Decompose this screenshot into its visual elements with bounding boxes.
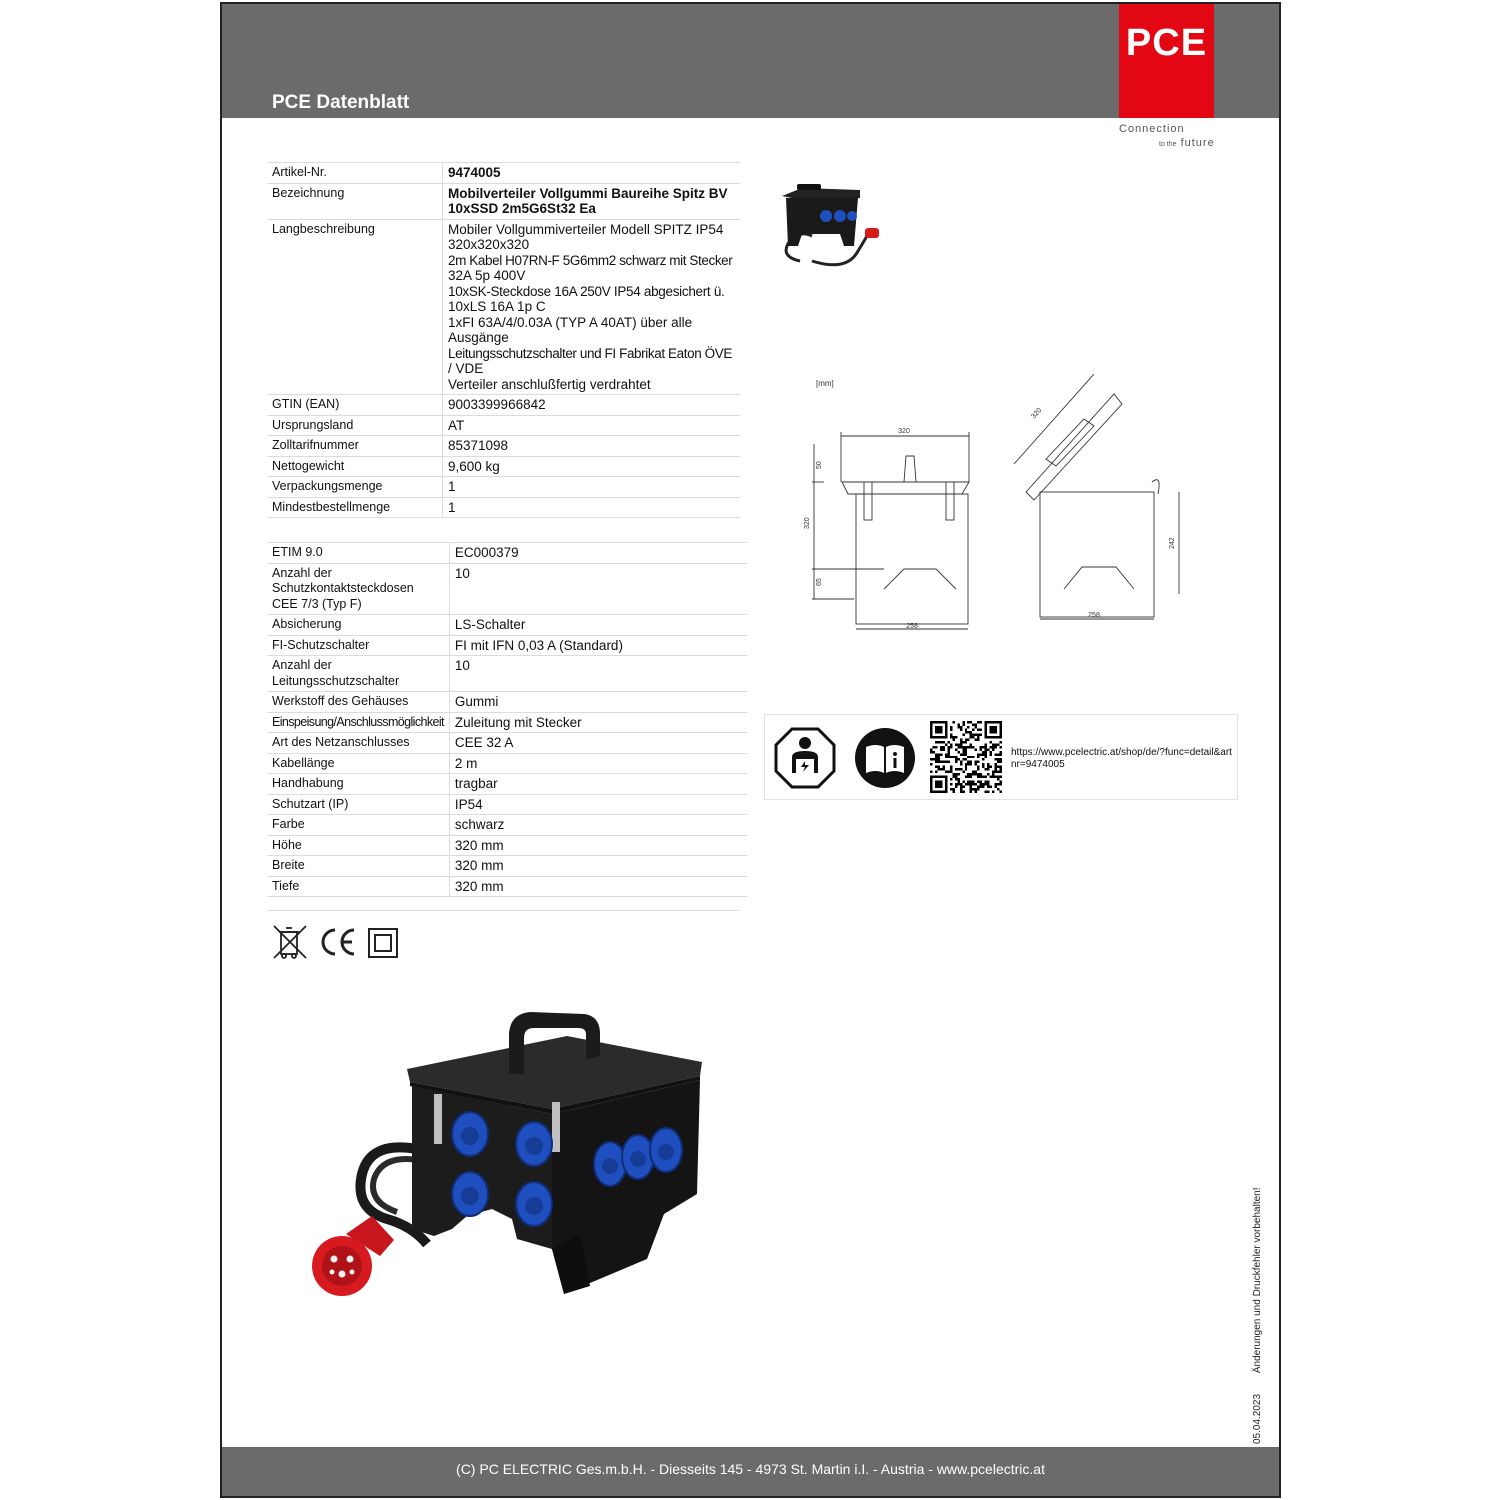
table-row	[267, 774, 747, 795]
row-label: GTIN (EAN)	[267, 395, 443, 416]
print-date: 05.04.2023	[1252, 1393, 1263, 1444]
table-row	[267, 753, 747, 774]
footer-text: (C) PC ELECTRIC Ges.m.b.H. - Diesseits 145 - 4973 St. Martin i.I. - Austria - www.pcelectric.at	[456, 1461, 1045, 1477]
electrician-icon	[774, 727, 836, 789]
product-url[interactable]: https://www.pcelectric.at/shop/de/?func=detail&artnr=9474005	[1011, 747, 1232, 770]
dim-right: 242	[1169, 537, 1176, 549]
page-title: PCE Datenblatt	[272, 92, 410, 113]
row-label: Farbe	[267, 815, 449, 836]
ce-mark-icon	[317, 924, 357, 960]
row-value: tragbar	[449, 774, 747, 795]
row-value: 1	[443, 477, 741, 498]
row-value: AT	[443, 415, 741, 436]
row-label: Verpackungsmenge	[267, 477, 443, 498]
spec-table	[267, 162, 740, 518]
dim-foot: 65	[816, 578, 823, 586]
slogan-line2	[1159, 137, 1215, 149]
desc-line: / VDE	[448, 361, 484, 376]
row-label: FI-Schutzschalter	[267, 635, 449, 656]
desc-line: 2m Kabel H07RN-F 5G6mm2 schwarz mit Stecker	[448, 252, 733, 268]
long-description	[443, 219, 741, 395]
footer-bar	[222, 1447, 1279, 1496]
table-row	[267, 395, 740, 416]
row-value: 1	[443, 497, 741, 518]
row-label: Anzahl der Schutzkontaktsteckdosen CEE 7/3 (Typ F)	[267, 563, 449, 615]
row-label: Einspeisung/Anschlussmöglichkeit	[267, 712, 449, 733]
disclaimer: Änderungen und Druckfehler vorbehalten!	[1252, 1187, 1263, 1374]
row-label: Breite	[267, 856, 449, 877]
table-row	[267, 876, 747, 897]
row-value: CEE 32 A	[449, 733, 747, 754]
row-value: 320 mm	[449, 876, 747, 897]
product-image	[302, 1004, 712, 1314]
row-value: IP54	[449, 794, 747, 815]
table-row	[267, 835, 747, 856]
dim-lid: 50	[816, 461, 823, 469]
table-row	[267, 563, 747, 615]
table-row	[267, 712, 747, 733]
dim-base2: 258	[1088, 612, 1100, 619]
row-label: Werkstoff des Gehäuses	[267, 692, 449, 713]
row-label: Zolltarifnummer	[267, 436, 443, 457]
row-label: Anzahl der Leitungsschutzschalter	[267, 656, 449, 692]
row-value: 320 mm	[449, 856, 747, 877]
desc-line: Mobiler Vollgummiverteiler Modell SPITZ IP54	[448, 221, 724, 237]
row-label: Schutzart (IP)	[267, 794, 449, 815]
desc-line: Ausgänge	[448, 330, 509, 345]
row-label: Langbeschreibung	[267, 219, 443, 395]
row-label: Höhe	[267, 835, 449, 856]
table-row	[267, 635, 747, 656]
datasheet-page	[220, 2, 1281, 1498]
row-value: 2 m	[449, 753, 747, 774]
row-label: Handhabung	[267, 774, 449, 795]
table-row	[267, 497, 740, 518]
row-value: Gummi	[449, 692, 747, 713]
side-note	[1252, 1187, 1263, 1444]
desc-line: Verteiler anschlußfertig verdrahtet	[448, 376, 651, 392]
header-bar	[222, 4, 1279, 118]
table-row	[267, 415, 740, 436]
table-row	[267, 794, 747, 815]
dim-base1: 258	[906, 623, 918, 630]
desc-line: 10xLS 16A 1p C	[448, 299, 546, 314]
desc-line: 320x320x320	[448, 237, 530, 252]
manual-icon	[854, 727, 916, 789]
weee-bin-icon	[272, 924, 308, 962]
product-thumbnail	[772, 176, 882, 276]
technical-drawing	[794, 364, 1194, 644]
row-label: Mindestbestellmenge	[267, 497, 443, 518]
desc-line: 1xFI 63A/4/0.03A (TYP A 40AT) über alle	[448, 314, 693, 330]
etim-table	[267, 542, 747, 897]
row-value: FI mit IFN 0,03 A (Standard)	[449, 635, 747, 656]
row-label: Tiefe	[267, 876, 449, 897]
row-value: 9,600 kg	[443, 456, 741, 477]
row-value: 10	[449, 563, 747, 615]
table-row	[267, 692, 747, 713]
row-value: LS-Schalter	[449, 615, 747, 636]
row-value: 9003399966842	[443, 395, 741, 416]
table-row	[267, 477, 740, 498]
qr-code-icon	[930, 721, 1002, 793]
row-label: Bezeichnung	[267, 183, 443, 219]
table-row	[267, 656, 747, 692]
slogan-future: future	[1180, 137, 1215, 149]
row-value: 9474005	[443, 163, 741, 184]
dim-height: 320	[804, 517, 811, 529]
row-value: schwarz	[449, 815, 747, 836]
row-label: Ursprungsland	[267, 415, 443, 436]
table-row	[267, 543, 747, 564]
table-row	[267, 815, 747, 836]
slogan-small: to the	[1159, 141, 1177, 148]
table-row	[267, 456, 740, 477]
slogan-line1: Connection	[1119, 123, 1185, 135]
table-row	[267, 615, 747, 636]
row-label: Absicherung	[267, 615, 449, 636]
desc-line: 32A 5p 400V	[448, 268, 526, 283]
row-value: Zuleitung mit Stecker	[449, 712, 747, 733]
dim-diag: 320	[1030, 406, 1044, 421]
divider	[267, 910, 739, 911]
row-label: Kabellänge	[267, 753, 449, 774]
table-row	[267, 733, 747, 754]
table-row	[267, 183, 740, 219]
row-label: Art des Netzanschlusses	[267, 733, 449, 754]
desc-line: 10xSK-Steckdose 16A 250V IP54 abgesichert ü.	[448, 283, 725, 299]
row-value: Mobilverteiler Vollgummi Baureihe Spitz BV 10xSSD 2m5G6St32 Ea	[443, 183, 741, 219]
dim-top: 320	[898, 428, 910, 435]
protection-class-ii-icon	[367, 927, 399, 959]
row-value: 85371098	[443, 436, 741, 457]
desc-line: Leitungsschutzschalter und FI Fabrikat Eaton ÖVE	[448, 345, 732, 361]
cee-plug	[312, 1216, 394, 1296]
row-value: EC000379	[449, 543, 747, 564]
row-label: Artikel-Nr.	[267, 163, 443, 184]
row-value: 320 mm	[449, 835, 747, 856]
row-label: ETIM 9.0	[267, 543, 449, 564]
table-row	[267, 219, 740, 395]
info-box	[764, 714, 1238, 800]
pce-logo	[1119, 4, 1214, 118]
row-label: Nettogewicht	[267, 456, 443, 477]
drawing-unit: [mm]	[816, 379, 834, 388]
logo-text: PCE	[1125, 22, 1208, 64]
table-row	[267, 436, 740, 457]
table-row	[267, 163, 740, 184]
table-row	[267, 856, 747, 877]
row-value: 10	[449, 656, 747, 692]
